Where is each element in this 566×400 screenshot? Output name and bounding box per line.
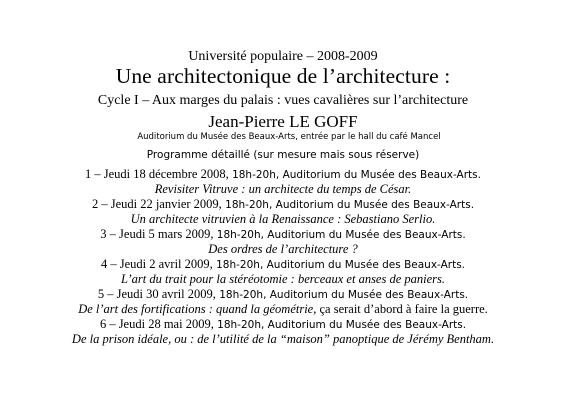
- university-line: Université populaire – 2008-2009: [188, 49, 378, 64]
- session-5-line: [0, 288, 566, 301]
- session-6-line: [0, 318, 566, 331]
- session-2-topic: Un architecte vitruvien à la Renaissance : Sebastiano Serlio.: [130, 212, 436, 226]
- session-2-line: [0, 198, 566, 211]
- session-4-date: 4 – Jeudi 2 avril 2009,: [100, 257, 213, 271]
- session-5-topic-plain: ça serait d’abord à faire la guerre.: [316, 302, 488, 316]
- cycle-subtitle: Cycle I – Aux marges du palais : vues cavalières sur l’architecture: [97, 93, 469, 108]
- session-5-date: 5 – Jeudi 30 avril 2009,: [97, 287, 216, 301]
- session-1-line: [0, 168, 566, 181]
- session-2-details: 18h-20h, Auditorium du Musée des Beaux-Arts.: [221, 199, 475, 211]
- session-3-line: [0, 228, 566, 241]
- page-title: Une architectonique de l’architecture :: [115, 64, 451, 88]
- session-5-details: 18h-20h, Auditorium du Musée des Beaux-Arts.: [215, 289, 469, 301]
- session-3-date: 3 – Jeudi 5 mars 2009,: [100, 227, 214, 241]
- session-5-topic: [0, 303, 566, 316]
- session-6-date: 6 – Jeudi 28 mai 2009,: [99, 317, 214, 331]
- venue-note: Auditorium du Musée des Beaux-Arts, entrée par le hall du café Mancel: [137, 132, 441, 142]
- session-4-details: 18h-20h, Auditorium du Musée des Beaux-Arts.: [212, 259, 466, 271]
- session-3-topic: Des ordres de l’architecture ?: [208, 242, 358, 256]
- session-3-details: 18h-20h, Auditorium du Musée des Beaux-Arts.: [213, 229, 466, 241]
- session-1-date: 1 – Jeudi 18 décembre 2008,: [85, 167, 229, 181]
- session-4-topic: L’art du trait pour la stéréotomie : berceaux et anses de paniers.: [120, 272, 446, 286]
- session-4-line: [0, 258, 566, 271]
- session-1-details: 18h-20h, Auditorium du Musée des Beaux-Arts.: [228, 169, 481, 181]
- author-name: Jean-Pierre LE GOFF: [208, 112, 358, 131]
- session-2-date: 2 – Jeudi 22 janvier 2009,: [91, 197, 222, 211]
- session-5-topic-italic: De l’art des fortifications : quand la géométrie,: [78, 302, 317, 316]
- session-6-details: 18h-20h, Auditorium du Musée des Beaux-Arts.: [213, 319, 467, 331]
- session-6-topic: De la prison idéale, ou : de l’utilité de la “maison” panoptique de Jérémy Bentham.: [71, 332, 495, 346]
- session-1-topic: Revisiter Vitruve : un architecte du temps de César.: [154, 182, 412, 196]
- program-note: Programme détaillé (sur mesure mais sous réserve): [146, 149, 420, 161]
